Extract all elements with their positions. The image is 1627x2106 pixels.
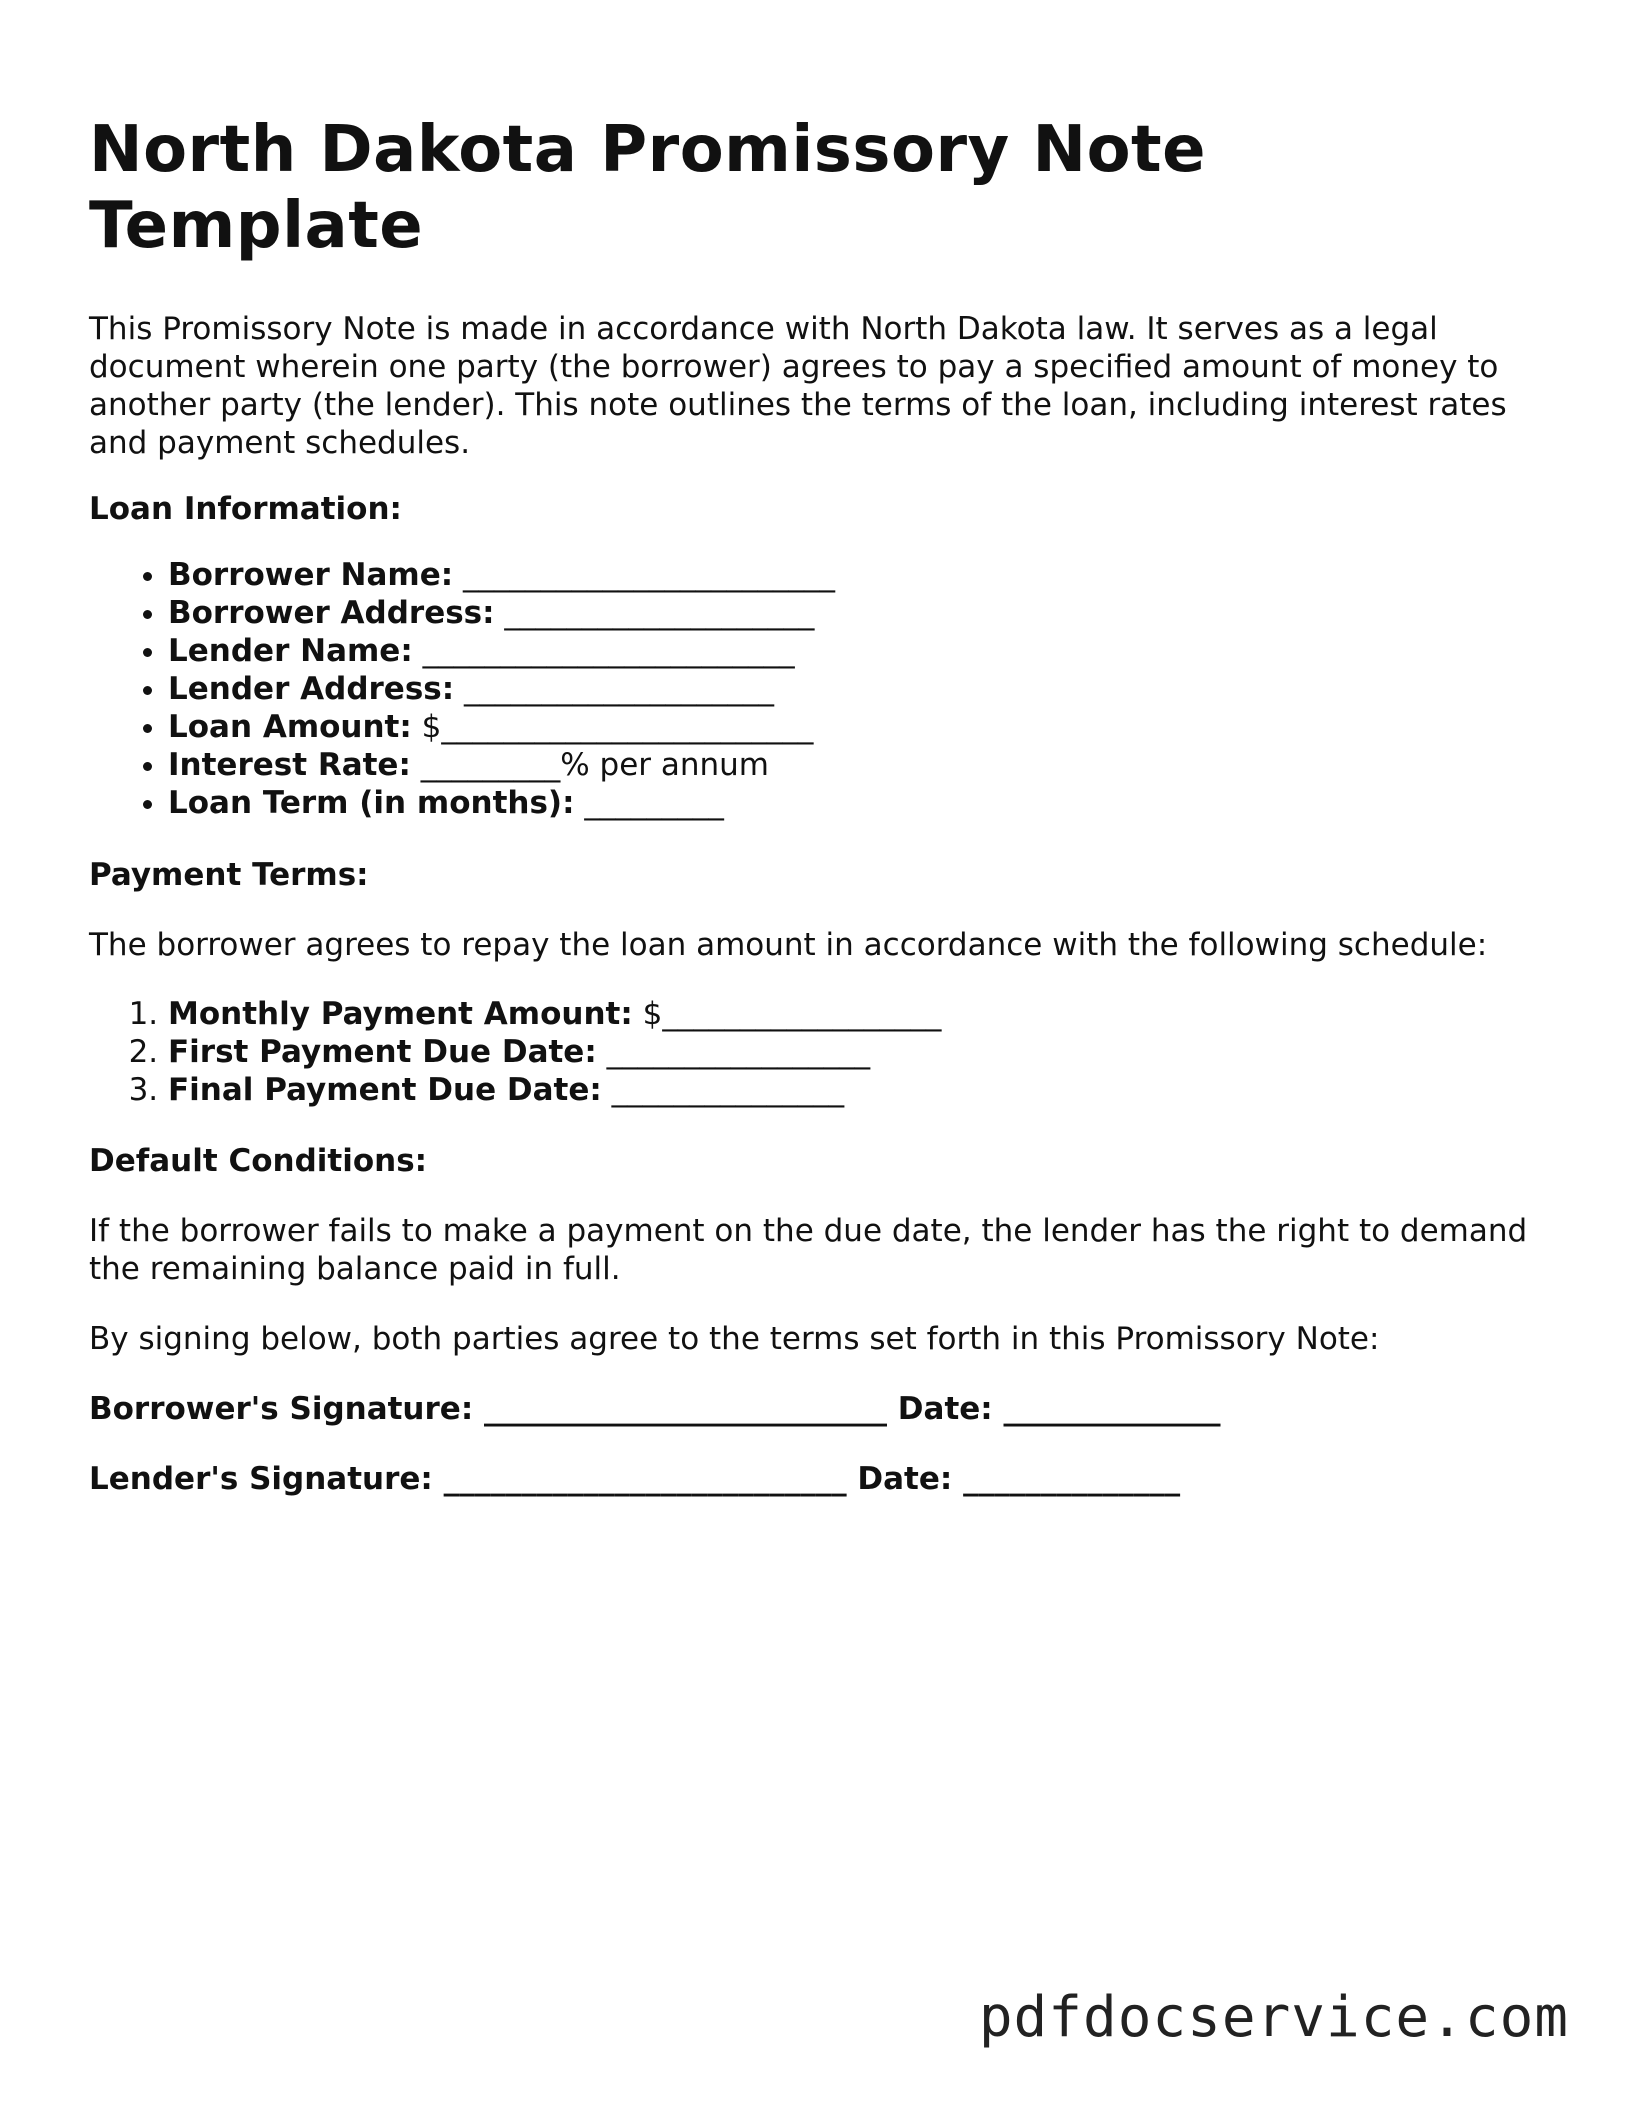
- final-payment-date-label: Final Payment Due Date:: [168, 1072, 602, 1108]
- lender-address-label: Lender Address:: [168, 671, 455, 707]
- lender-name-label: Lender Name:: [168, 633, 413, 669]
- intro-paragraph: This Promissory Note is made in accordance with North Dakota law. It serves as a legal document wherein one party (the borrower) agrees to pay a specified amount of money to another party (the lender). This note outlines the terms of the loan, including interest rates and payment schedules.: [89, 311, 1507, 461]
- loan-amount-label: Loan Amount:: [168, 709, 412, 745]
- document-page: [89, 112, 1549, 1497]
- borrower-name-field[interactable]: ________________________: [453, 557, 835, 593]
- lender-name-field[interactable]: ________________________: [412, 633, 795, 669]
- list-item: [168, 1033, 941, 1071]
- payment-terms-heading: Payment Terms:: [89, 857, 369, 893]
- payment-schedule-list: [89, 995, 941, 1109]
- first-payment-date-field[interactable]: _________________: [596, 1034, 871, 1070]
- page-title: North Dakota Promissory Note Template: [89, 113, 1207, 263]
- interest-rate-label: Interest Rate:: [168, 747, 411, 783]
- lender-signature-line[interactable]: Lender's Signature: __________________________ Date: ______________: [89, 1461, 1181, 1497]
- list-item: [168, 995, 941, 1033]
- loan-amount-field[interactable]: $________________________: [411, 709, 814, 745]
- first-payment-date-label: First Payment Due Date:: [168, 1034, 597, 1070]
- default-conditions-heading: Default Conditions:: [89, 1143, 428, 1179]
- loan-info-heading: Loan Information:: [89, 491, 402, 527]
- monthly-payment-label: Monthly Payment Amount:: [168, 996, 633, 1032]
- monthly-payment-field[interactable]: $__________________: [632, 996, 942, 1032]
- list-item: [168, 632, 835, 670]
- loan-info-list: [89, 556, 835, 822]
- interest-rate-field[interactable]: _________% per annum: [410, 747, 770, 783]
- borrower-signature-line[interactable]: Borrower's Signature: __________________________ Date: ______________: [89, 1391, 1221, 1427]
- loan-term-field[interactable]: _________: [574, 785, 724, 821]
- list-item: [168, 784, 835, 822]
- borrower-address-label: Borrower Address:: [168, 595, 495, 631]
- payment-terms-intro: The borrower agrees to repay the loan amount in accordance with the following schedule:: [89, 927, 1488, 963]
- borrower-address-field[interactable]: ____________________: [494, 595, 815, 631]
- watermark: pdfdocservice.com: [978, 1985, 1569, 2050]
- agreement-text: By signing below, both parties agree to the terms set forth in this Promissory Note:: [89, 1321, 1380, 1357]
- list-item: [168, 594, 835, 632]
- final-payment-date-field[interactable]: _______________: [601, 1072, 845, 1108]
- loan-term-label: Loan Term (in months):: [168, 785, 575, 821]
- list-item: [168, 556, 835, 594]
- borrower-name-label: Borrower Name:: [168, 557, 454, 593]
- lender-address-field[interactable]: ____________________: [454, 671, 774, 707]
- list-item: [168, 746, 835, 784]
- list-item: [168, 1071, 941, 1109]
- list-item: [168, 708, 835, 746]
- list-item: [168, 670, 835, 708]
- default-conditions-text: If the borrower fails to make a payment on the due date, the lender has the right to demand the remaining balance paid in full.: [89, 1213, 1528, 1287]
